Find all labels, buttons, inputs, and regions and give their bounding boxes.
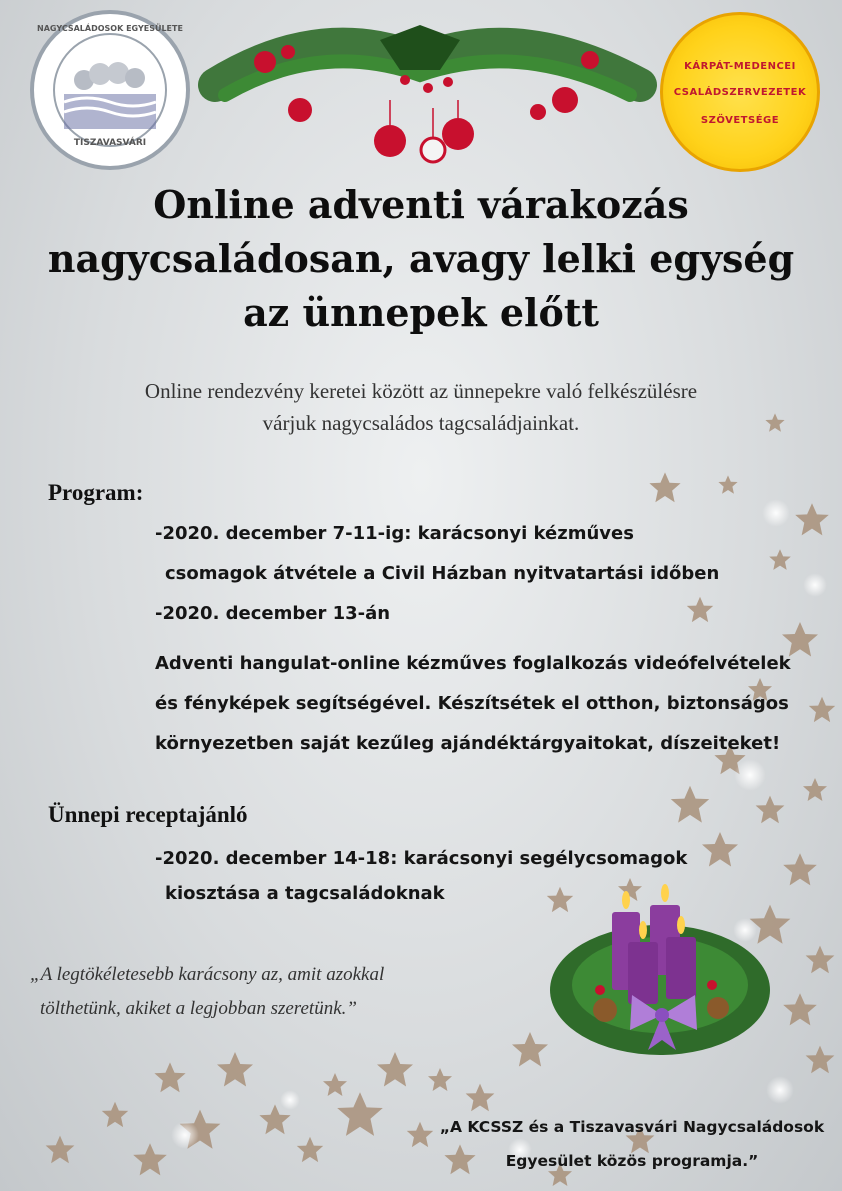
recipes-heading: Ünnepi receptajánló	[48, 802, 248, 827]
program-item1-line2: csomagok átvétele a Civil Házban nyitvatartási időben	[165, 563, 720, 584]
program-desc-line2: és fényképek segítségével. Készítsétek el otthon, biztonságos	[155, 693, 789, 714]
footer-line2: Egyesület közös programja.”	[505, 1152, 759, 1170]
footer-credit	[432, 1110, 832, 1178]
christmas-quote	[30, 958, 450, 1026]
page-title	[0, 178, 842, 340]
intro-line2: várjuk nagycsaládos tagcsaládjainkat.	[262, 411, 580, 435]
program-desc-line1: Adventi hangulat-online kézműves foglalkozás videófelvételek	[155, 653, 791, 674]
title-line2: nagycsaládosan, avagy lelki egység	[47, 236, 795, 281]
recipes-item-line2: kiosztása a tagcsaládoknak	[165, 883, 445, 904]
intro-text	[0, 375, 842, 439]
advent-wreath	[550, 884, 770, 1055]
program-desc-line3: környezetben saját kezűleg ajándéktárgyaitokat, díszeiteket!	[155, 733, 781, 754]
program-heading: Program:	[48, 480, 144, 505]
program-item2: -2020. december 13-án	[155, 603, 391, 624]
association-logo	[30, 10, 190, 170]
quote-line1: „A legtökéletesebb karácsony az, amit azokkal	[30, 964, 385, 985]
logo-right-line2: CSALÁDSZERVEZETEK	[673, 87, 807, 98]
recipes-item-line1: -2020. december 14-18: karácsonyi segélycsomagok	[155, 848, 688, 869]
title-line3: az ünnepek előtt	[243, 290, 599, 335]
title-line1: Online adventi várakozás	[153, 182, 689, 227]
footer-line1: „A KCSSZ és a Tiszavasvári Nagycsaládosok	[439, 1118, 825, 1136]
federation-logo	[660, 12, 820, 172]
logo-right-line1: KÁRPÁT-MEDENCEI	[684, 61, 796, 72]
logo-left-top-text: NAGYCSALÁDOSOK EGYESÜLETE	[37, 24, 183, 33]
pine-garland	[215, 25, 640, 162]
logo-left-bottom-text: TISZAVASVÁRI	[73, 138, 147, 148]
intro-line1: Online rendezvény keretei között az ünnepekre való felkészülésre	[144, 379, 698, 403]
logo-right-line3: SZÖVETSÉGE	[700, 115, 780, 126]
quote-line2: tölthetünk, akiket a legjobban szeretünk.”	[40, 998, 357, 1019]
program-item1-line1: -2020. december 7-11-ig: karácsonyi kézműves	[155, 523, 634, 544]
